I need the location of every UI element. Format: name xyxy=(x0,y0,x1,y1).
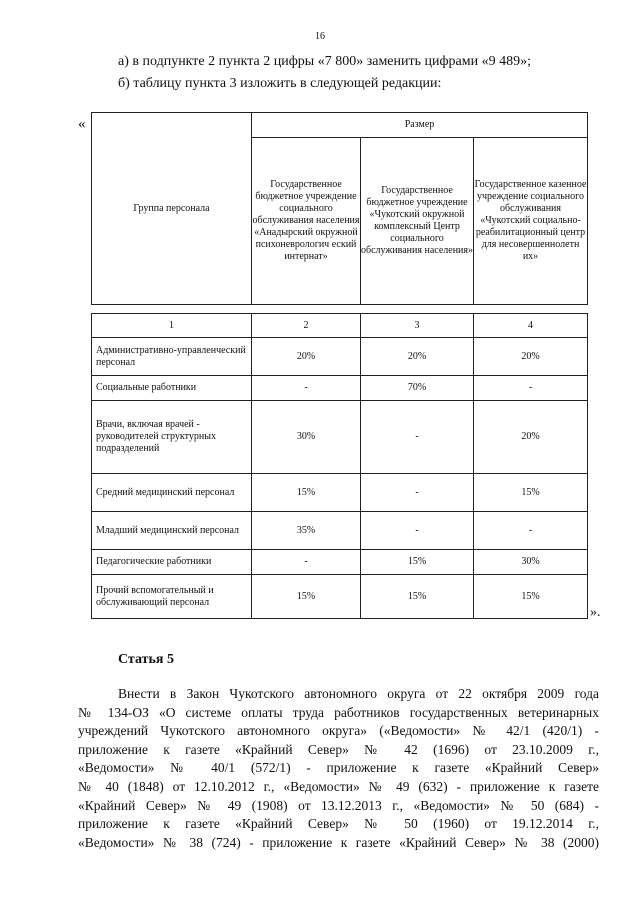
paragraph-line: «Ведомости» № 40/1 (572/1) - приложение к газете «Крайний Север» xyxy=(78,760,599,776)
row-value: - xyxy=(474,512,588,550)
row-value: - xyxy=(474,376,588,401)
table-row xyxy=(92,474,588,512)
article-title: Статья 5 xyxy=(118,652,174,667)
row-label: Административно-управленческий персонал xyxy=(92,338,252,376)
table-row xyxy=(92,550,588,575)
row-value: 30% xyxy=(474,550,588,575)
institution-header-1: Государственное бюджетное учреждение социального обслуживания населения «Анадырский окружной психоневрологич еский интернат» xyxy=(252,138,361,305)
row-value: - xyxy=(252,376,361,401)
page-number: 16 xyxy=(315,31,325,42)
paragraph-line: № 134-ОЗ «О системе оплаты труда работников государственных ветеринарных xyxy=(78,704,599,720)
row-label: Педагогические работники xyxy=(92,550,252,575)
row-label: Социальные работники xyxy=(92,376,252,401)
row-label: Прочий вспомогательный и обслуживающий персонал xyxy=(92,575,252,619)
paragraph-line: приложение к газете «Крайний Север» № 50 (1960) от 19.12.2014 г., xyxy=(78,816,599,832)
row-value: 20% xyxy=(252,338,361,376)
row-value: 35% xyxy=(252,512,361,550)
intro-line-a: а) в подпункте 2 пункта 2 цифры «7 800» заменить цифрами «9 489»; xyxy=(118,54,532,69)
paragraph-line: «Ведомости» № 38 (724) - приложение к газете «Крайний Север» № 38 (2000) xyxy=(78,834,599,850)
column-number: 4 xyxy=(474,314,588,338)
row-value: 70% xyxy=(361,376,474,401)
column-number: 3 xyxy=(361,314,474,338)
paragraph-line: № 40 (1848) от 12.10.2012 г., «Ведомости» № 49 (632) - приложение к газете xyxy=(78,778,599,794)
row-value: - xyxy=(361,512,474,550)
row-label: Младший медицинский персонал xyxy=(92,512,252,550)
table-row xyxy=(92,401,588,474)
row-value: - xyxy=(361,401,474,474)
row-label: Средний медицинский персонал xyxy=(92,474,252,512)
table-row xyxy=(92,376,588,401)
row-value: 15% xyxy=(474,474,588,512)
row-value: 20% xyxy=(474,401,588,474)
article-paragraph xyxy=(78,685,599,852)
row-value: 15% xyxy=(252,575,361,619)
opening-quote: « xyxy=(78,116,86,132)
table-row xyxy=(92,512,588,550)
institution-header-3: Государственное казенное учреждение социального обслуживания «Чукотский социально-реабилитационный центр для несовершеннолетн их» xyxy=(474,138,588,305)
row-label: Врачи, включая врачей - руководителей структурных подразделений xyxy=(92,401,252,474)
row-value: 20% xyxy=(474,338,588,376)
table-header xyxy=(91,112,588,305)
group-header: Группа персонала xyxy=(92,113,252,305)
row-value: - xyxy=(361,474,474,512)
paragraph-line: учреждений Чукотского автономного округа» («Ведомости» № 42/1 (420/1) - xyxy=(78,723,599,739)
paragraph-line: Внести в Закон Чукотского автономного округа от 22 октября 2009 года xyxy=(118,686,599,701)
row-value: 15% xyxy=(474,575,588,619)
row-value: - xyxy=(252,550,361,575)
row-value: 20% xyxy=(361,338,474,376)
paragraph-line: приложение к газете «Крайний Север» № 42 (1696) от 23.10.2009 г., xyxy=(78,741,599,757)
row-value: 15% xyxy=(252,474,361,512)
institution-header-2: Государственное бюджетное учреждение «Чукотский окружной комплексный Центр социального обслуживания населения» xyxy=(361,138,474,305)
paragraph-line: «Крайний Север» № 49 (1908) от 13.12.2013 г., «Ведомости» № 50 (684) - xyxy=(78,797,599,813)
row-value: 30% xyxy=(252,401,361,474)
table-row xyxy=(92,575,588,619)
table-body xyxy=(91,313,588,619)
row-value: 15% xyxy=(361,550,474,575)
table-row xyxy=(92,338,588,376)
size-header: Размер xyxy=(252,113,588,138)
column-number: 1 xyxy=(92,314,252,338)
column-number: 2 xyxy=(252,314,361,338)
closing-quote: ». xyxy=(590,605,601,620)
row-value: 15% xyxy=(361,575,474,619)
intro-line-b: б) таблицу пункта 3 изложить в следующей редакции: xyxy=(118,76,442,91)
